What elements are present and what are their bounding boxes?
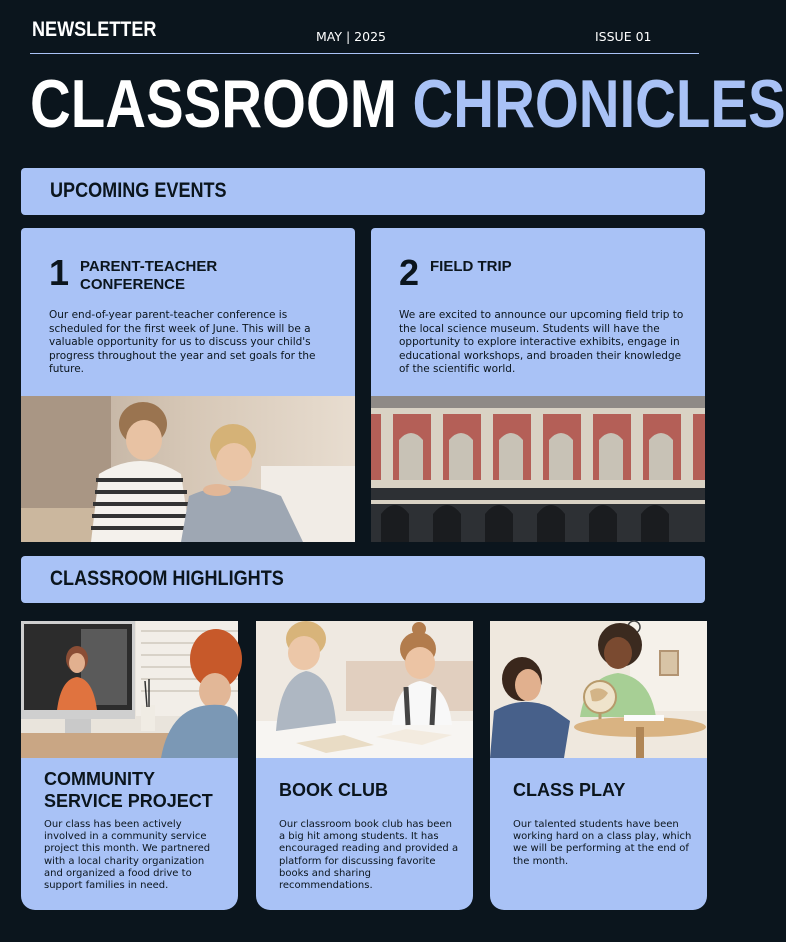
header-divider: [30, 53, 699, 54]
highlight-description: Our talented students have been working hard on a class play, which we will be performing at the end of the month.: [513, 819, 692, 867]
highlight-title: BOOK CLUB: [279, 780, 388, 800]
issue-number: ISSUE 01: [595, 29, 652, 44]
newsletter-title: [30, 66, 786, 142]
highlight-card-community-service: [21, 621, 238, 910]
event-number: 1: [49, 252, 70, 293]
title-word-chronicles: CHRONICLES: [412, 66, 786, 142]
highlight-title: CLASS PLAY: [513, 780, 626, 800]
highlight-description: Our classroom book club has been a big hit among students. It has encouraged reading and provided a platform for discussing favorite books and sharing recommendations.: [279, 819, 459, 892]
highlight-title: COMMUNITY SERVICE PROJECT: [44, 769, 213, 811]
upcoming-events-heading: UPCOMING EVENTS: [50, 179, 227, 202]
event-title: FIELD TRIP: [430, 258, 512, 275]
video-call-photo: [21, 621, 238, 758]
globe-lesson-photo: [490, 621, 707, 758]
children-studying-photo: [21, 396, 355, 542]
highlight-card-class-play: [490, 621, 707, 910]
event-number: 2: [399, 252, 420, 293]
classroom-highlights-heading: CLASSROOM HIGHLIGHTS: [50, 567, 284, 590]
event-card-field-trip: [371, 228, 705, 542]
classroom-highlights-heading-band: [21, 556, 705, 603]
issue-date: MAY | 2025: [316, 29, 386, 44]
event-title: PARENT-TEACHER CONFERENCE: [80, 258, 218, 293]
highlight-card-book-club: [256, 621, 473, 910]
event-description: Our end-of-year parent-teacher conference is scheduled for the first week of June. This will be a valuable opportunity for us to discuss your child's progress throughout the year and set goals for the future.: [49, 309, 316, 376]
museum-building-photo: [371, 396, 705, 542]
children-reading-photo: [256, 621, 473, 758]
highlight-description: Our class has been actively involved in a community service project this month. We partnered with a local charity organization and organized a food drive to support families in need.: [44, 819, 211, 892]
title-word-classroom: CLASSROOM: [30, 66, 397, 142]
event-description: We are excited to announce our upcoming field trip to the local science museum. Students will have the opportunity to explore interactive exhibits, engage in educational workshops, and broaden their knowledge of the scientific world.: [399, 309, 684, 376]
event-card-parent-teacher-conference: [21, 228, 355, 542]
newsletter-label: NEWSLETTER: [32, 18, 157, 41]
upcoming-events-heading-band: [21, 168, 705, 215]
